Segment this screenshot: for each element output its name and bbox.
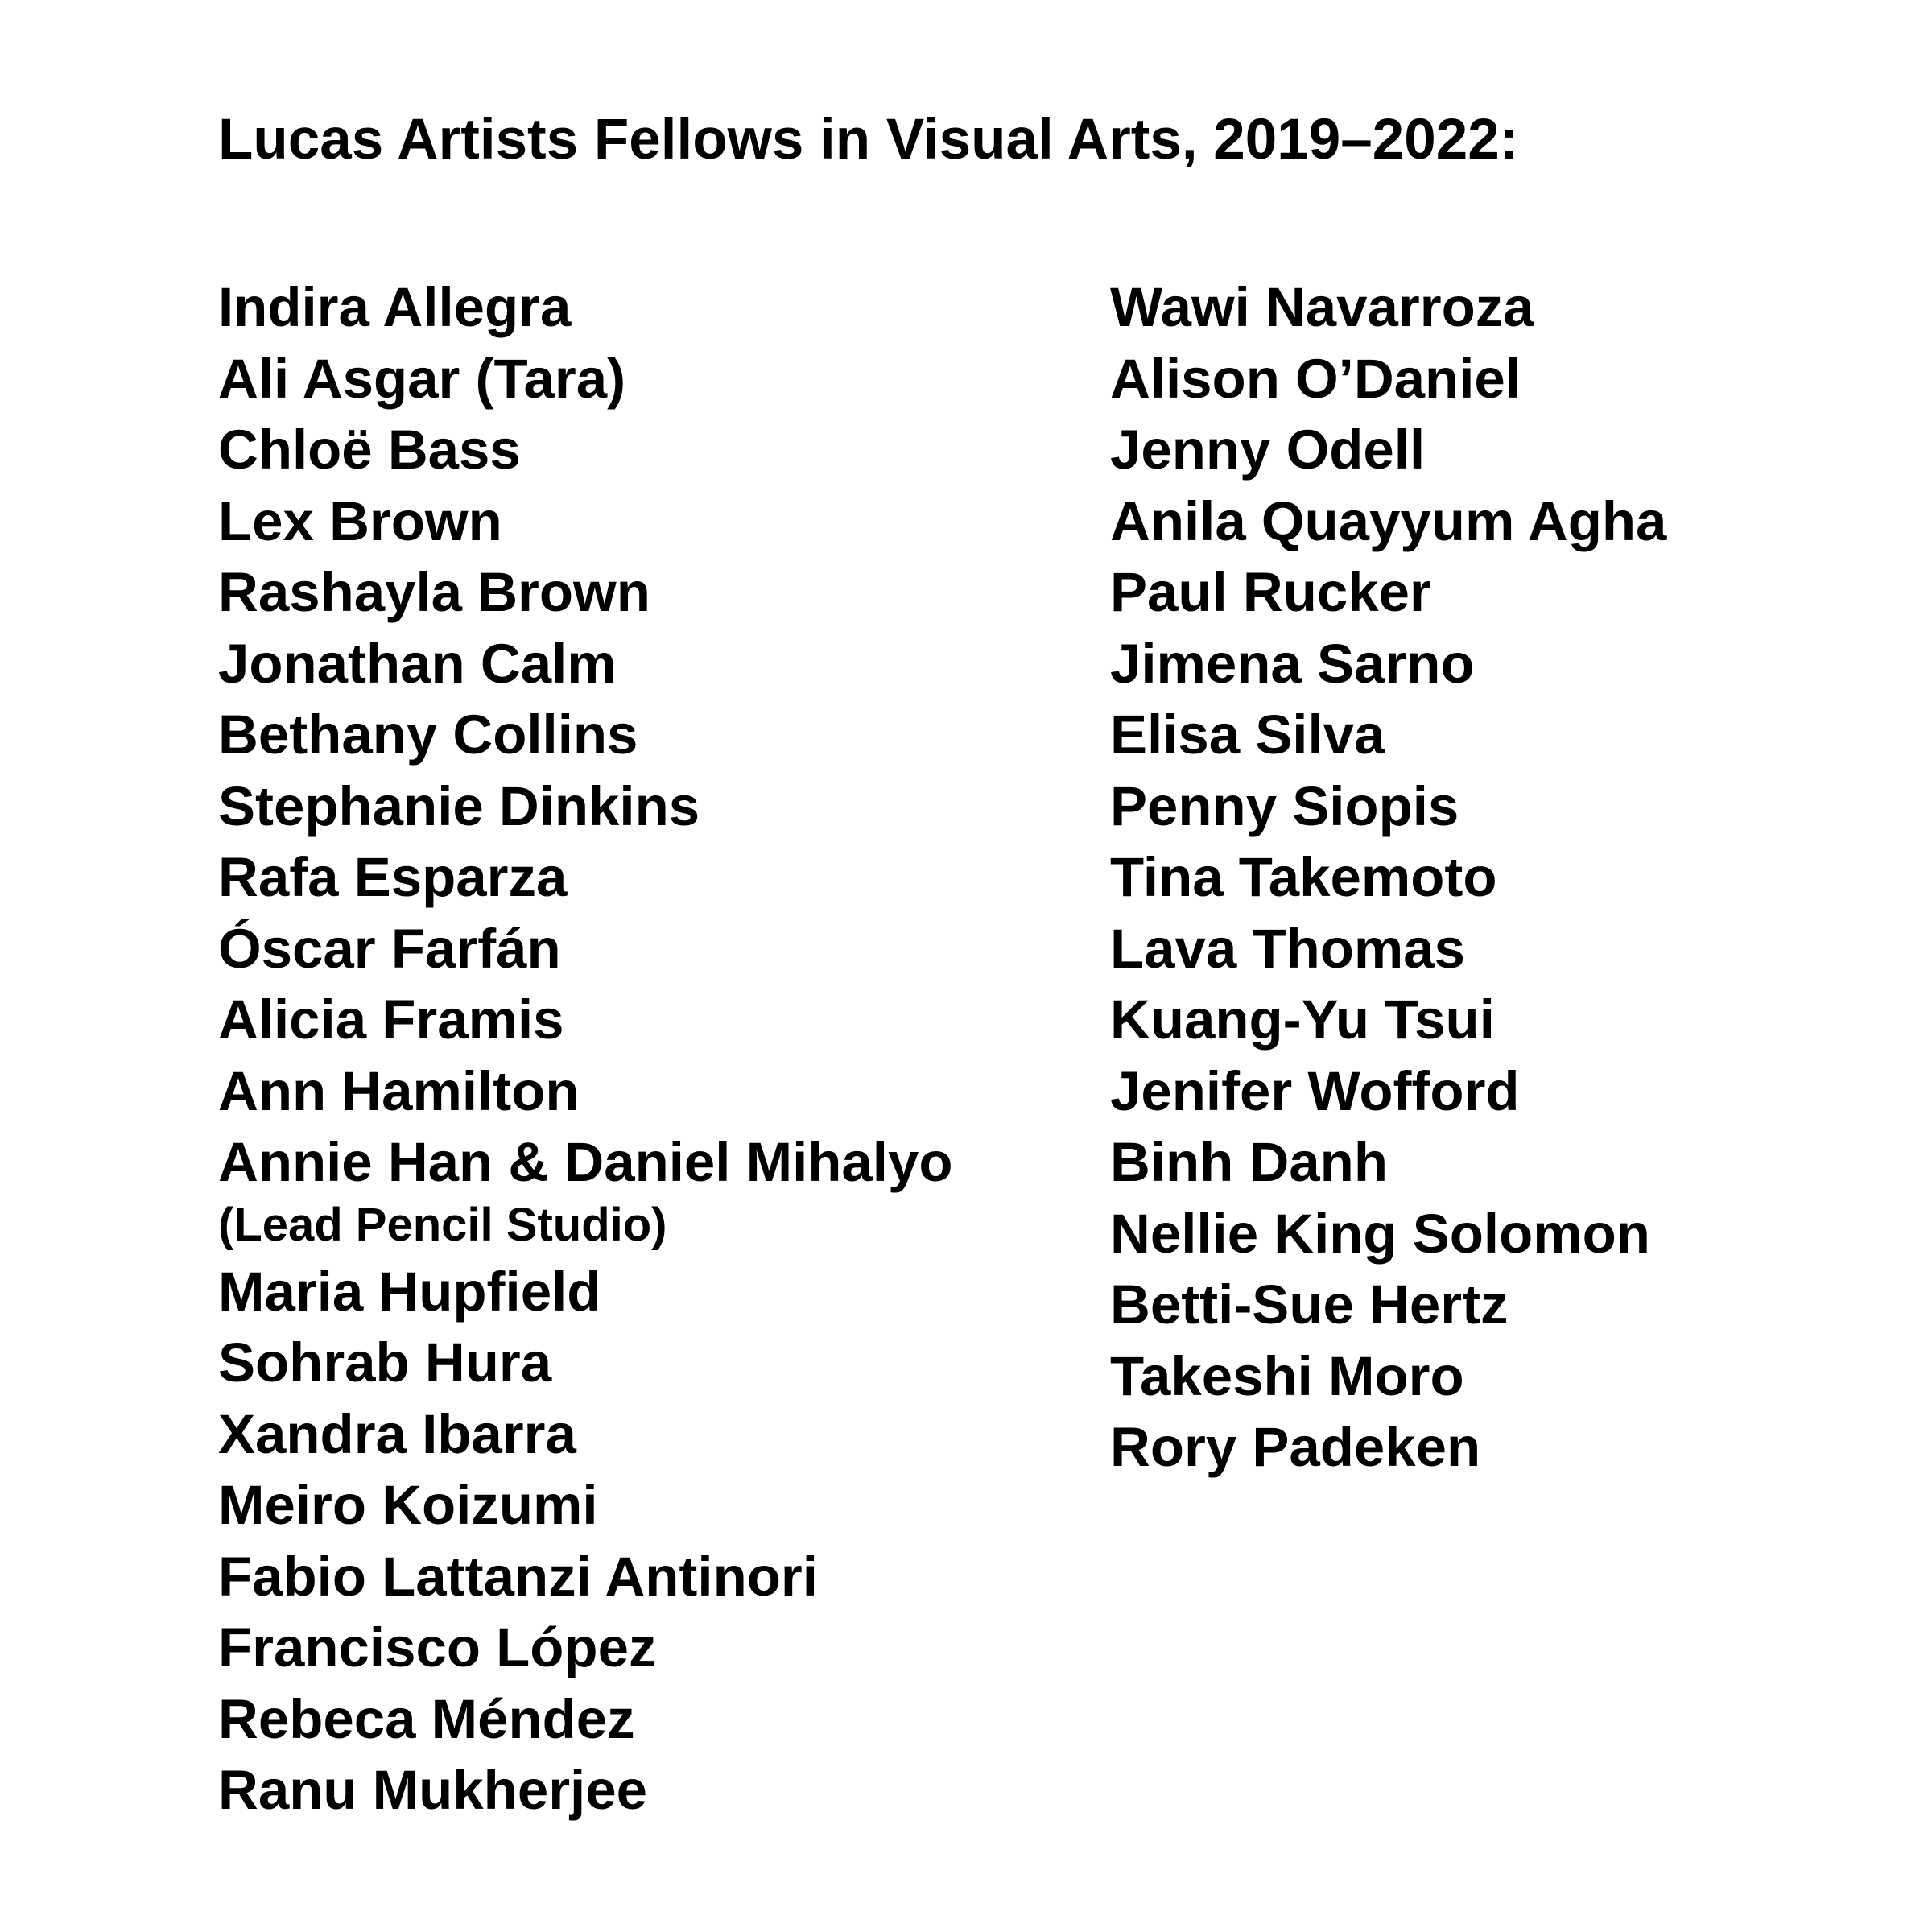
fellow-name: Bethany Collins (218, 704, 638, 766)
fellow-name: Stephanie Dinkins (218, 774, 700, 837)
studio-name: (Lead Pencil Studio) (218, 1198, 667, 1251)
fellow-name: Rebeca Méndez (218, 1687, 635, 1750)
fellow-name: Binh Danh (1110, 1131, 1388, 1193)
fellow-name: Jonathan Calm (218, 632, 617, 695)
page-title: Lucas Artists Fellows in Visual Arts, 2019–2022: (218, 108, 1519, 171)
fellow-name: Maria Hupfield (218, 1260, 601, 1323)
fellow-name: Kuang-Yu Tsui (1110, 989, 1495, 1051)
fellow-name: Penny Siopis (1110, 774, 1459, 837)
fellow-name: Rafa Esparza (218, 846, 568, 908)
fellow-name: Jenny Odell (1110, 419, 1426, 481)
fellow-name-primary: Annie Han & Daniel Mihalyo (218, 1131, 953, 1193)
fellow-name: Sohrab Hura (218, 1331, 552, 1393)
fellow-name: Alison O’Daniel (1110, 347, 1521, 410)
fellow-name: Betti-Sue Hertz (1110, 1274, 1509, 1335)
fellow-name: Takeshi Moro (1110, 1344, 1464, 1407)
fellow-name: Rashayla Brown (218, 561, 650, 623)
fellow-name: Nellie King Solomon (1110, 1202, 1650, 1265)
fellow-name: Xandra Ibarra (218, 1402, 576, 1465)
fellow-name: Anila Quayyum Agha (1110, 489, 1667, 552)
fellow-name: Lava Thomas (1110, 917, 1465, 980)
fellow-name: Wawi Navarroza (1110, 276, 1534, 338)
fellow-name: Tina Takemoto (1110, 846, 1497, 908)
fellow-name: Ali Asgar (Tara) (218, 347, 626, 410)
fellows-list-left (218, 272, 952, 1827)
fellow-name: Francisco López (218, 1616, 657, 1678)
fellow-name: Ann Hamilton (218, 1059, 580, 1122)
fellow-name: Chloë Bass (218, 419, 521, 481)
fellows-list-right (1110, 272, 1666, 1484)
fellow-name: Ranu Mukherjee (218, 1759, 647, 1821)
fellow-name: Indira Allegra (218, 276, 572, 338)
fellow-name: Jimena Sarno (1110, 632, 1475, 695)
fellow-name: Fabio Lattanzi Antinori (218, 1545, 818, 1608)
fellow-name: Alicia Framis (218, 989, 564, 1051)
fellow-name: Paul Rucker (1110, 561, 1431, 623)
fellow-name: Lex Brown (218, 489, 502, 552)
fellow-name: Rory Padeken (1110, 1416, 1481, 1478)
fellow-name: Jenifer Wofford (1110, 1059, 1520, 1122)
fellow-name: Óscar Farfán (218, 917, 561, 980)
fellow-name: Elisa Silva (1110, 704, 1385, 766)
fellow-name-studio (218, 1127, 952, 1257)
fellow-name: Meiro Koizumi (218, 1474, 598, 1536)
